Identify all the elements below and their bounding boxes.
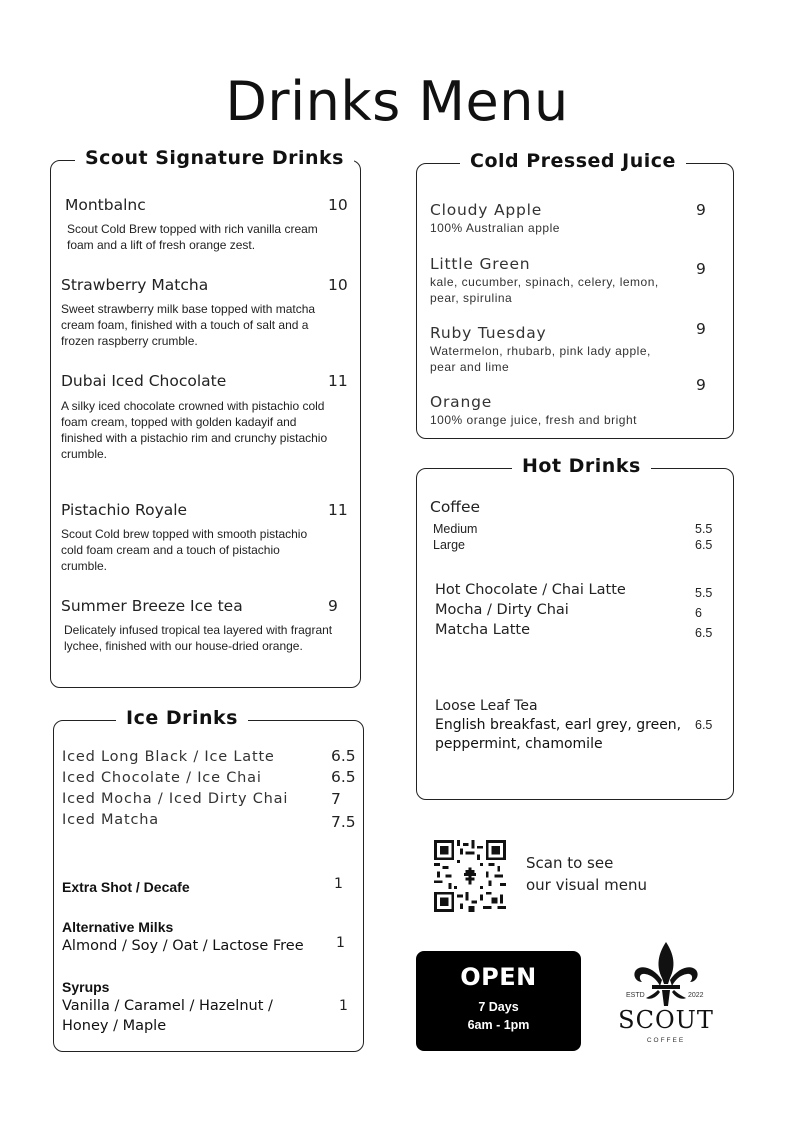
- extra-shot-price: 1: [334, 876, 343, 892]
- signature-item-price: 11: [328, 372, 348, 390]
- juice-item-price: 9: [696, 260, 706, 278]
- ice-item-price: 6.5: [331, 747, 356, 765]
- juice-item-name: Cloudy Apple: [430, 201, 543, 219]
- juice-item-price: 9: [696, 201, 706, 219]
- hot-item-price: 5.5: [695, 586, 713, 600]
- scout-coffee-logo: [610, 940, 722, 1050]
- juice-item-name: Little Green: [430, 255, 531, 273]
- alternative-milks-price: 1: [336, 935, 345, 951]
- loose-leaf-tea-options: English breakfast, earl grey, green,: [435, 717, 682, 733]
- fleur-de-lis-icon: [610, 940, 722, 1010]
- signature-item-name: Pistachio Royale: [61, 501, 188, 519]
- ice-item-name: Iced Long Black / Ice Latte: [62, 749, 275, 765]
- extra-shot-label: Extra Shot / Decafe: [62, 879, 190, 895]
- syrups-heading: Syrups: [62, 979, 110, 995]
- open-days: 7 Days: [478, 1000, 519, 1014]
- logo-year: 2022: [688, 992, 704, 999]
- coffee-size-price: 6.5: [695, 538, 713, 552]
- syrups-options: Vanilla / Caramel / Hazelnut /: [62, 998, 273, 1014]
- opening-hours-badge: [416, 951, 581, 1051]
- juice-item-desc: kale, cucumber, spinach, celery, lemon, pear, spirulina: [430, 275, 659, 305]
- juice-item-desc: 100% orange juice, fresh and bright: [430, 413, 637, 427]
- cold-pressed-juice-section: [416, 150, 734, 439]
- signature-item-price: 10: [328, 276, 348, 294]
- coffee-size-price: 5.5: [695, 522, 713, 536]
- juice-item-name: Orange: [430, 393, 493, 411]
- ice-item-price: 6.5: [331, 768, 356, 786]
- syrups-price: 1: [339, 998, 348, 1014]
- hot-item-name: Hot Chocolate / Chai Latte: [435, 582, 626, 598]
- hot-item-price: 6: [695, 606, 702, 620]
- ice-item-price: 7: [331, 790, 341, 808]
- signature-item-desc: A silky iced chocolate crowned with pistachio cold foam cream, topped with golden kadayif and finished with a pistachio rim and crunchy pistachio crumble.: [61, 399, 328, 461]
- logo-estd: ESTD: [626, 992, 645, 999]
- hot-drinks-section: [416, 455, 734, 800]
- ice-drinks-section: [53, 707, 364, 1052]
- coffee-label: Coffee: [430, 498, 481, 516]
- hot-item-price: 6.5: [695, 626, 713, 640]
- signature-item-desc: Delicately infused tropical tea layered with fragrant lychee, finished with our house-dried orange.: [64, 623, 333, 653]
- signature-item-price: 11: [328, 501, 348, 519]
- alternative-milks-options: Almond / Soy / Oat / Lactose Free: [62, 938, 304, 954]
- signature-drinks-section: [50, 147, 361, 688]
- hot-drinks-title: Hot Drinks: [512, 455, 651, 477]
- signature-drinks-title: Scout Signature Drinks: [75, 147, 354, 169]
- ice-item-price: 7.5: [331, 813, 356, 831]
- ice-item-name: Iced Chocolate / Ice Chai: [62, 770, 262, 786]
- open-hours: 6am - 1pm: [467, 1018, 530, 1032]
- ice-drinks-title: Ice Drinks: [116, 707, 248, 729]
- signature-item-name: Dubai Iced Chocolate: [61, 372, 227, 390]
- signature-item-desc: Scout Cold brew topped with smooth pistachio cold foam cream and a touch of pistachio crumble.: [61, 527, 308, 573]
- signature-item-name: Montbalnc: [65, 196, 146, 214]
- juice-item-desc: Watermelon, rhubarb, pink lady apple, pear and lime: [430, 344, 651, 374]
- page-title: Drinks Menu: [225, 70, 569, 133]
- juice-item-name: Ruby Tuesday: [430, 324, 547, 342]
- qr-code-icon[interactable]: [434, 840, 506, 912]
- open-title: OPEN: [460, 963, 537, 991]
- signature-item-desc: Sweet strawberry milk base topped with matcha cream foam, finished with a touch of salt and a frozen raspberry crumble.: [61, 302, 316, 348]
- juice-item-desc: 100% Australian apple: [430, 221, 560, 235]
- signature-item-price: 9: [328, 597, 338, 615]
- signature-item-price: 10: [328, 196, 348, 214]
- signature-item-name: Summer Breeze Ice tea: [61, 597, 243, 615]
- signature-item-desc: Scout Cold Brew topped with rich vanilla cream foam and a lift of fresh orange zest.: [67, 222, 318, 252]
- cold-pressed-juice-title: Cold Pressed Juice: [460, 150, 686, 172]
- loose-leaf-tea-label: Loose Leaf Tea: [435, 698, 538, 714]
- juice-item-price: 9: [696, 376, 706, 394]
- coffee-size-label: Large: [433, 538, 465, 552]
- signature-item-name: Strawberry Matcha: [61, 276, 209, 294]
- qr-caption: our visual menu: [526, 876, 647, 894]
- logo-name: SCOUT: [618, 1006, 714, 1034]
- qr-caption: Scan to see: [526, 854, 614, 872]
- hot-item-name: Matcha Latte: [435, 622, 530, 638]
- juice-item-price: 9: [696, 320, 706, 338]
- loose-leaf-tea-price: 6.5: [695, 718, 713, 732]
- hot-item-name: Mocha / Dirty Chai: [435, 602, 569, 618]
- ice-item-name: Iced Mocha / Iced Dirty Chai: [62, 791, 289, 807]
- ice-item-name: Iced Matcha: [62, 812, 159, 828]
- logo-subtitle: COFFEE: [646, 1037, 686, 1044]
- syrups-options: Honey / Maple: [62, 1018, 167, 1034]
- coffee-size-label: Medium: [433, 522, 478, 536]
- alternative-milks-heading: Alternative Milks: [62, 919, 174, 935]
- loose-leaf-tea-options: peppermint, chamomile: [435, 736, 603, 752]
